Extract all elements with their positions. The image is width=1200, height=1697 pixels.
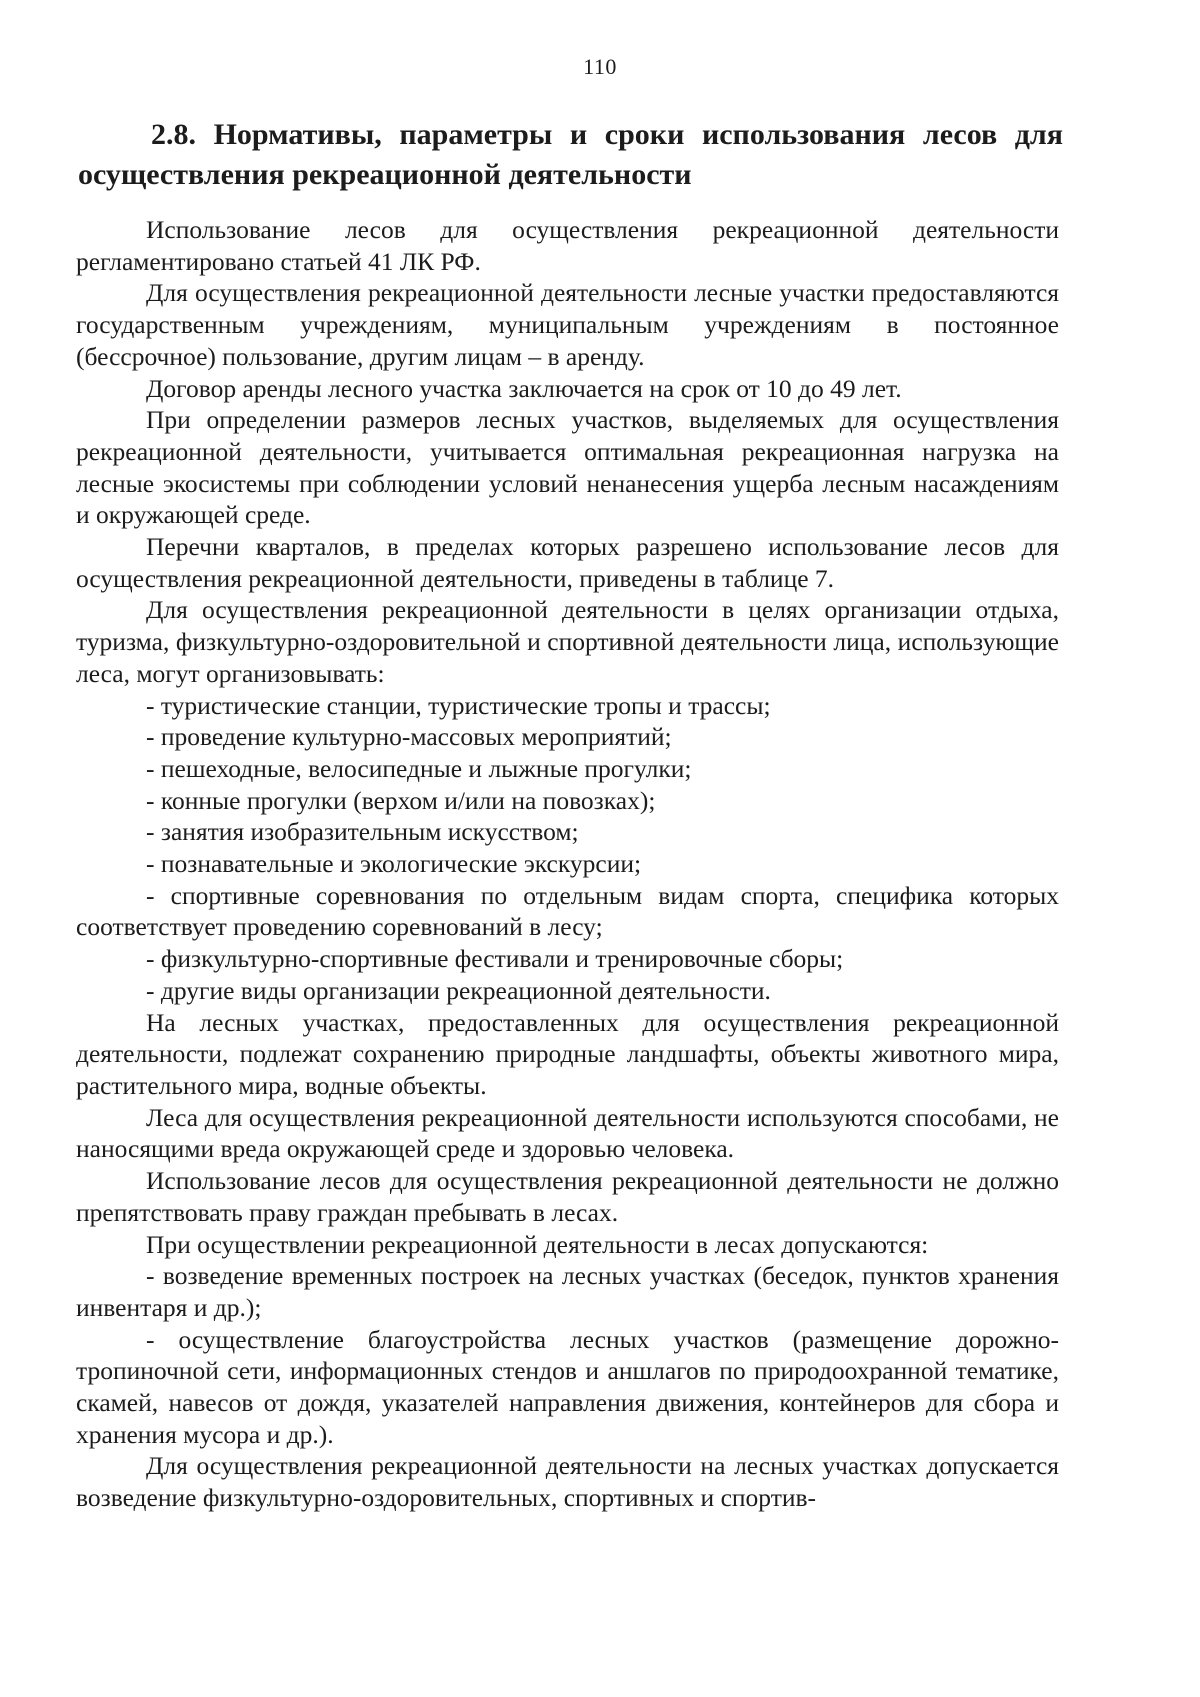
paragraph: Леса для осуществления рекреационной деятельности используются способами, не наносящими вреда окружающей среде и здоровью человека. — [76, 1102, 1059, 1164]
body-text — [76, 214, 1059, 1514]
list-item: - конные прогулки (верхом и/или на повозках); — [146, 785, 656, 815]
paragraph: Для осуществления рекреационной деятельности лесные участки предоставляются государственным учреждениям, муниципальным учреждениям в постоянное (бессрочное) пользование, другим лицам – в аренду. — [76, 278, 1059, 371]
paragraph: Договор аренды лесного участка заключается на срок от 10 до 49 лет. — [146, 373, 902, 403]
list-item: - осуществление благоустройства лесных участков (размещение дорожно-тропиночной сети, информационных стендов и аншлагов по природоохранной тематике, скамей, навесов от дождя, указателей направления движения, контейнеров для сбора и хранения мусора и др.). — [76, 1324, 1059, 1449]
paragraph: При осуществлении рекреационной деятельности в лесах допускаются: — [146, 1229, 929, 1259]
list-item: - пешеходные, велосипедные и лыжные прогулки; — [146, 753, 692, 783]
section-heading: 2.8. Нормативы, параметры и сроки использования лесов для осуществления рекреационной деятельности — [78, 118, 1063, 191]
list-item: - спортивные соревнования по отдельным видам спорта, специфика которых соответствует проведению соревнований в лесу; — [76, 880, 1059, 942]
list-item: - туристические станции, туристические тропы и трассы; — [146, 690, 771, 720]
list-item: - другие виды организации рекреационной деятельности. — [146, 975, 771, 1005]
paragraph: Использование лесов для осуществления рекреационной деятельности регламентировано статьей 41 ЛК РФ. — [76, 215, 1059, 276]
paragraph: При определении размеров лесных участков, выделяемых для осуществления рекреационной деятельности, учитывается оптимальная рекреационная нагрузка на лесные экосистемы при соблюдении условий ненанесения ущерба лесным насаждениям и окружающей среде. — [76, 405, 1059, 530]
list-item: - проведение культурно-массовых мероприятий; — [146, 722, 672, 752]
paragraph: Использование лесов для осуществления рекреационной деятельности не должно препятствовать праву граждан пребывать в лесах. — [76, 1166, 1059, 1227]
paragraph: Для осуществления рекреационной деятельности на лесных участках допускается возведение физкультурно-оздоровительных, спортивных и спортив- — [76, 1451, 1059, 1513]
page-number: 110 — [583, 54, 617, 79]
list-item: - занятия изобразительным искусством; — [146, 817, 579, 847]
paragraph: Для осуществления рекреационной деятельности в целях организации отдыха, туризма, физкультурно-оздоровительной и спортивной деятельности лица, использующие леса, могут организовывать: — [76, 595, 1059, 688]
list-item: - физкультурно-спортивные фестивали и тренировочные сборы; — [146, 944, 844, 974]
paragraph: Перечни кварталов, в пределах которых разрешено использование лесов для осуществления рекреационной деятельности, приведены в таблице 7. — [76, 532, 1059, 593]
list-item: - познавательные и экологические экскурсии; — [146, 849, 642, 879]
list-item: - возведение временных построек на лесных участках (беседок, пунктов хранения инвентаря и др.); — [76, 1261, 1059, 1322]
paragraph: На лесных участках, предоставленных для осуществления рекреационной деятельности, подлежат сохранению природные ландшафты, объекты животного мира, растительного мира, водные объекты. — [76, 1007, 1059, 1100]
